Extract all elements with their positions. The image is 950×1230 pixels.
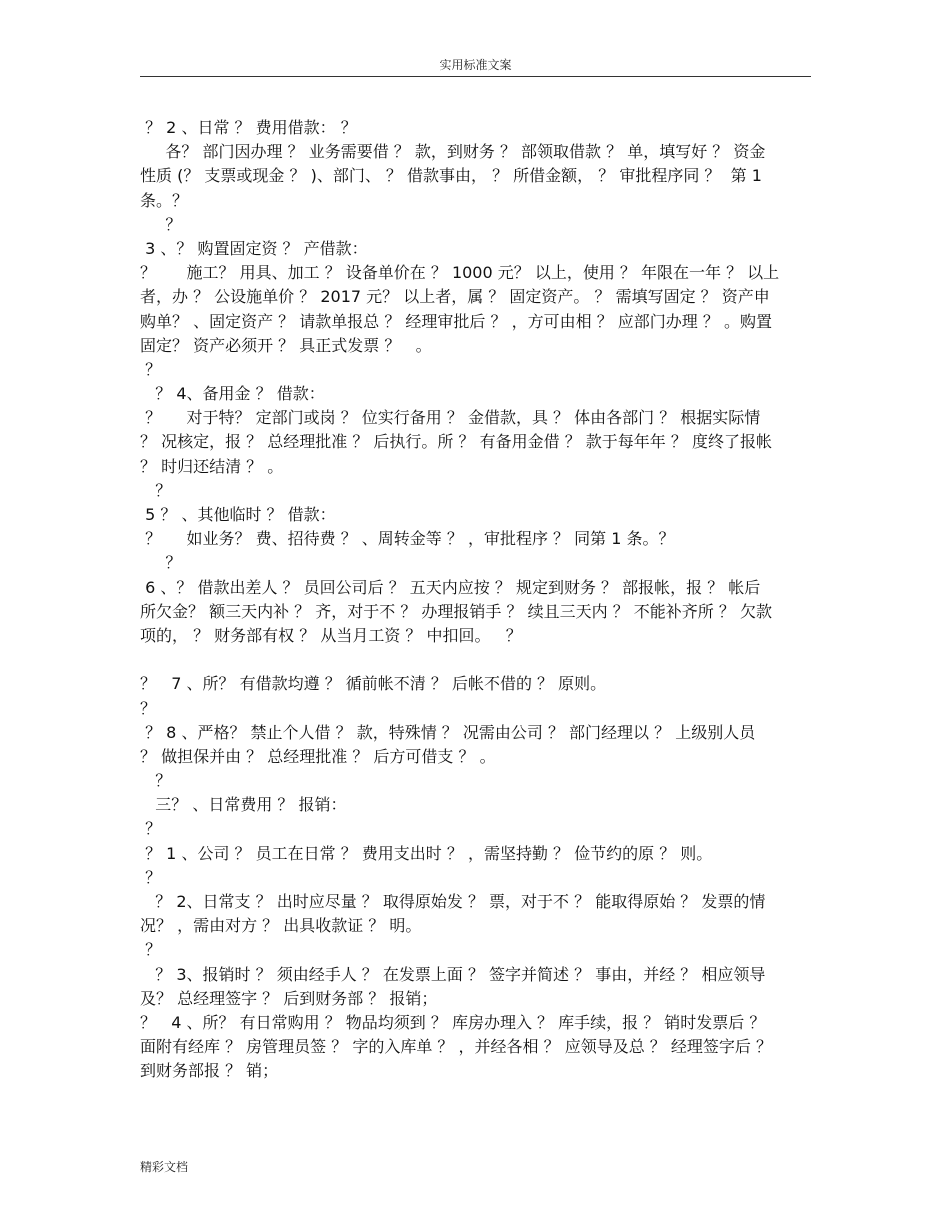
page-header-title: 实用标准文案 <box>439 58 512 72</box>
header-divider <box>140 76 811 77</box>
text-line: ？ 对于特？ 定部门或岗 ？ 位实行备用 ？ 金借款，具 ？ 体由各部门 ？ 根据实际情 <box>140 408 761 428</box>
text-line: 性质 (？ 支票或现金 ？ )、部门、 ？ 借款事由， ？ 所借金额， ？ 审批程序同 ？ 第 1 <box>140 166 762 186</box>
text-line: 面附有经库 ？ 房管理员签 ？ 字的入库单 ？ ，并经各相 ？ 应领导及总 ？ 经理签字后 ？ <box>140 1037 772 1057</box>
text-line: 及？ 总经理签字 ？ 后到财务部 ？ 报销； <box>140 988 438 1008</box>
text-line: 购单？ 、固定资产 ？ 请款单报总 ？ 经理审批后 ？ ，方可由相 ？ 应部门办理 ？ 。购置 <box>140 311 772 331</box>
text-line: ？ 时归还结清 ？ 。 <box>140 456 284 476</box>
text-line: 况？ ，需由对方 ？ 出具收款证 ？ 明。 <box>140 916 422 936</box>
text-line: ？ 2、日常支 ？ 出时应尽量 ？ 取得原始发 ？ 票，对于不 ？ 能取得原始 ？ 发票的情 <box>140 892 766 911</box>
text-line: ？ <box>140 698 157 718</box>
text-line: 三？ 、日常费用 ？ 报销： <box>140 795 347 815</box>
text-line: 者，办 ？ 公设施单价 ？ 2017 元？ 以上者，属 ？ 固定资产。 ？ 需填写固定 ？ 资产申 <box>140 287 770 307</box>
text-line <box>140 648 811 672</box>
text-line: ？ <box>140 480 172 500</box>
text-line: ？ 1 、公司 ？ 员工在日常 ？ 费用支出时 ？ ，需坚持勤 ？ 俭节约的原 ？ 则。 <box>140 843 713 863</box>
page-footer-label: 精彩文档 <box>140 1160 189 1174</box>
text-line: ？ 7 、所？ 有借款均遵 ？ 循前帐不清 ？ 后帐不借的 ？ 原则。 <box>140 674 607 694</box>
document-body <box>140 116 811 1084</box>
text-line: ？ <box>140 553 182 573</box>
text-line: 各？ 部门因办理 ？ 业务需要借 ？ 款，到财务 ？ 部领取借款 ？ 单，填写好 ？ 资金 <box>140 142 766 162</box>
text-line: 固定？ 资产必须开 ？ 具正式发票 ？ 。 <box>140 335 432 355</box>
text-line: ？ 8 、严格？ 禁止个人借 ？ 款，特殊情 ？ 况需由公司 ？ 部门经理以 ？ 上级别人员 <box>140 722 756 742</box>
text-line: 3 、？ 购置固定资 ？ 产借款： <box>140 238 368 258</box>
text-line: ？ 4、备用金 ？ 借款： <box>140 384 325 404</box>
text-line: ？ 施工？ 用具、加工 ？ 设备单价在 ？ 1000 元？ 以上，使用 ？ 年限在一年 ？ 以上 <box>140 263 780 283</box>
text-line: ？ <box>140 819 162 839</box>
text-line: 5 ？ 、其他临时 ？ 借款： <box>140 505 336 524</box>
text-line: ？ <box>140 771 172 791</box>
text-line: 条。？ <box>140 190 189 210</box>
text-line: ？ 2 、日常 ？ 费用借款： ？ <box>140 118 357 137</box>
text-line: ？ 4 、所？ 有日常购用 ？ 物品均须到 ？ 库房办理入 ？ 库手续，报 ？ 销时发票后 ？ <box>140 1012 766 1032</box>
text-line: 项的， ？ 财务部有权 ？ 从当月工资 ？ 中扣回。 ？ <box>140 625 522 645</box>
text-line: ？ <box>140 359 162 379</box>
text-line: ？ <box>140 214 182 234</box>
text-line: 到财务部报 ？ 销； <box>140 1061 279 1081</box>
text-line: 6 、？ 借款出差人 ？ 员回公司后 ？ 五天内应按 ？ 规定到财务 ？ 部报帐，报 ？ 帐后 <box>140 577 761 597</box>
text-line: ？ 3、报销时 ？ 须由经手人 ？ 在发票上面 ？ 签字并简述 ？ 事由，并经 ？ 相应领导 <box>140 964 766 984</box>
text-line: ？ <box>140 940 162 960</box>
text-line: ？ <box>140 867 162 887</box>
text-line: ？ 况核定，报 ？ 总经理批准 ？ 后执行。所 ？ 有备用金借 ？ 款于每年年 ？ 度终了报帐 <box>140 432 772 452</box>
text-line: ？ 做担保并由 ？ 总经理批准 ？ 后方可借支 ？ 。 <box>140 746 496 766</box>
text-line: 所欠金？ 额三天内补 ？ 齐，对于不 ？ 办理报销手 ？ 续且三天内 ？ 不能补齐所 ？ 欠款 <box>140 601 772 621</box>
text-line: ？ 如业务？ 费、招待费 ？ 、周转金等 ？ ，审批程序 ？ 同第 1 条。？ <box>140 529 675 549</box>
